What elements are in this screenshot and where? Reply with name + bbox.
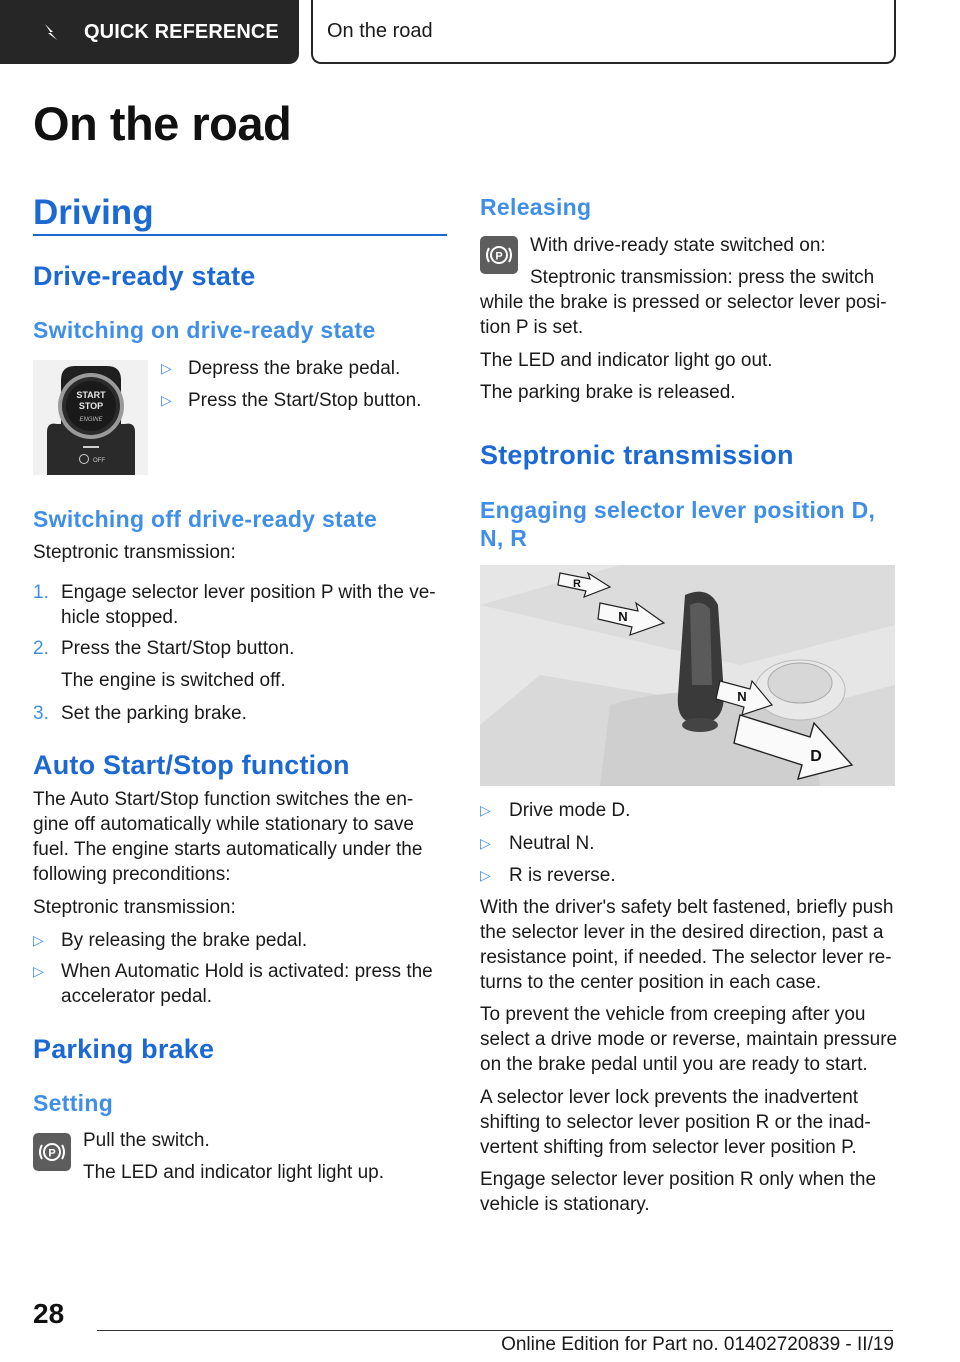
list-item: ▷ Neutral N.: [480, 833, 595, 854]
paragraph-creeping: To prevent the vehicle from creeping after you select a drive mode or reverse, maintain pressure on the brake pedal until you are ready to start.: [480, 1004, 898, 1075]
releasing-heading: Releasing: [480, 194, 592, 220]
auto-start-stop-text: The Auto Start/Stop function switches the en‐ gine off automatically while stationary to save fuel. The engine starts automatically under the following preconditions:: [33, 789, 423, 885]
driving-heading: Driving: [33, 193, 154, 232]
triangle-right-icon: ▷: [480, 802, 491, 818]
off-label: OFF: [93, 458, 105, 464]
releasing-line-4: tion P is set.: [480, 317, 584, 338]
triangle-right-icon: ▷: [161, 392, 172, 408]
releasing-brake: The parking brake is released.: [480, 382, 736, 403]
page-number: 28: [33, 1298, 65, 1329]
list-item: ▷ Press the Start/Stop button.: [161, 390, 422, 411]
parking-brake-icon: [480, 236, 518, 274]
steptronic-heading: Steptronic transmission: [480, 440, 794, 470]
svg-text:P: P: [495, 250, 503, 263]
breadcrumb[interactable]: [311, 0, 896, 64]
list-item: ▷ When Automatic Hold is activated: press the accelerator pedal.: [33, 961, 433, 1007]
list-item: ▷ Drive mode D.: [480, 800, 631, 821]
gear-n2-label: N: [737, 689, 747, 704]
heading-rule: [33, 234, 447, 236]
triangle-right-icon: ▷: [480, 867, 491, 883]
setting-text: Pull the switch. The LED and indicator light light up.: [83, 1130, 385, 1183]
releasing-led: The LED and indicator light go out.: [480, 350, 773, 371]
triangle-right-icon: ▷: [33, 932, 44, 948]
list-item: ▷ R is reverse.: [480, 865, 616, 886]
page-title: On the road: [33, 97, 292, 150]
switch-off-heading: Switching off drive-ready state: [33, 506, 378, 532]
parking-brake-icon: [33, 1133, 71, 1171]
gear-r-label: R: [573, 578, 581, 590]
switch-on-heading: Switching on drive-ready state: [33, 317, 376, 343]
triangle-right-icon: ▷: [161, 360, 172, 376]
auto-start-stop-heading: Auto Start/Stop function: [33, 750, 350, 780]
switch-off-intro: Steptronic transmission:: [33, 542, 236, 563]
setting-heading: Setting: [33, 1090, 114, 1116]
footer-rule: [97, 1330, 893, 1331]
footer-edition: Online Edition for Part no. 01402720839 - II/19: [501, 1334, 894, 1355]
quick-reference-tab[interactable]: [0, 0, 299, 64]
quick-reference-label: QUICK REFERENCE: [84, 20, 279, 43]
parking-brake-heading: Parking brake: [33, 1034, 215, 1064]
stop-label: STOP: [78, 401, 104, 411]
start-stop-button-image: [33, 360, 148, 475]
numbered-step: 1. Engage selector lever position P with the ve‐ hicle stopped.: [33, 582, 436, 628]
releasing-line-2: Steptronic transmission: press the switch: [530, 267, 875, 288]
releasing-line-1: With drive-ready state switched on:: [530, 235, 826, 256]
list-item: ▷ By releasing the brake pedal.: [33, 930, 308, 951]
numbered-step: 2. Press the Start/Stop button. The engine is switched off.: [33, 638, 295, 691]
paragraph-safety-belt: With the driver's safety belt fastened, briefly push the selector lever in the desired direction, past a resistance point, if needed. The selector lever re‐ turns to the center position in each case.: [480, 897, 894, 993]
gear-n-label: N: [618, 609, 628, 624]
breadcrumb-label: On the road: [327, 19, 433, 42]
gear-d-label: D: [810, 748, 822, 765]
numbered-step: 3. Set the parking brake.: [33, 703, 247, 724]
auto-intro: Steptronic transmission:: [33, 897, 236, 918]
triangle-right-icon: ▷: [480, 835, 491, 851]
triangle-right-icon: ▷: [33, 963, 44, 979]
paragraph-reverse: Engage selector lever position R only when the vehicle is stationary.: [480, 1169, 877, 1215]
lightning-bolt-icon: [42, 23, 60, 41]
svg-text:P: P: [48, 1147, 56, 1160]
list-item: ▷ Depress the brake pedal.: [161, 358, 401, 379]
engine-label: ENGINE: [79, 417, 103, 423]
paragraph-lever-lock: A selector lever lock prevents the inadvertent shifting to selector lever position R or the inad‐ vertent shifting from selector lever position P.: [480, 1087, 871, 1158]
start-label: START: [76, 390, 106, 400]
engaging-heading: Engaging selector lever position D, N, R: [480, 497, 876, 551]
gear-selector-image: [480, 565, 895, 786]
releasing-line-3: while the brake is pressed or selector lever posi‐: [480, 292, 887, 313]
drive-ready-heading: Drive-ready state: [33, 261, 256, 291]
